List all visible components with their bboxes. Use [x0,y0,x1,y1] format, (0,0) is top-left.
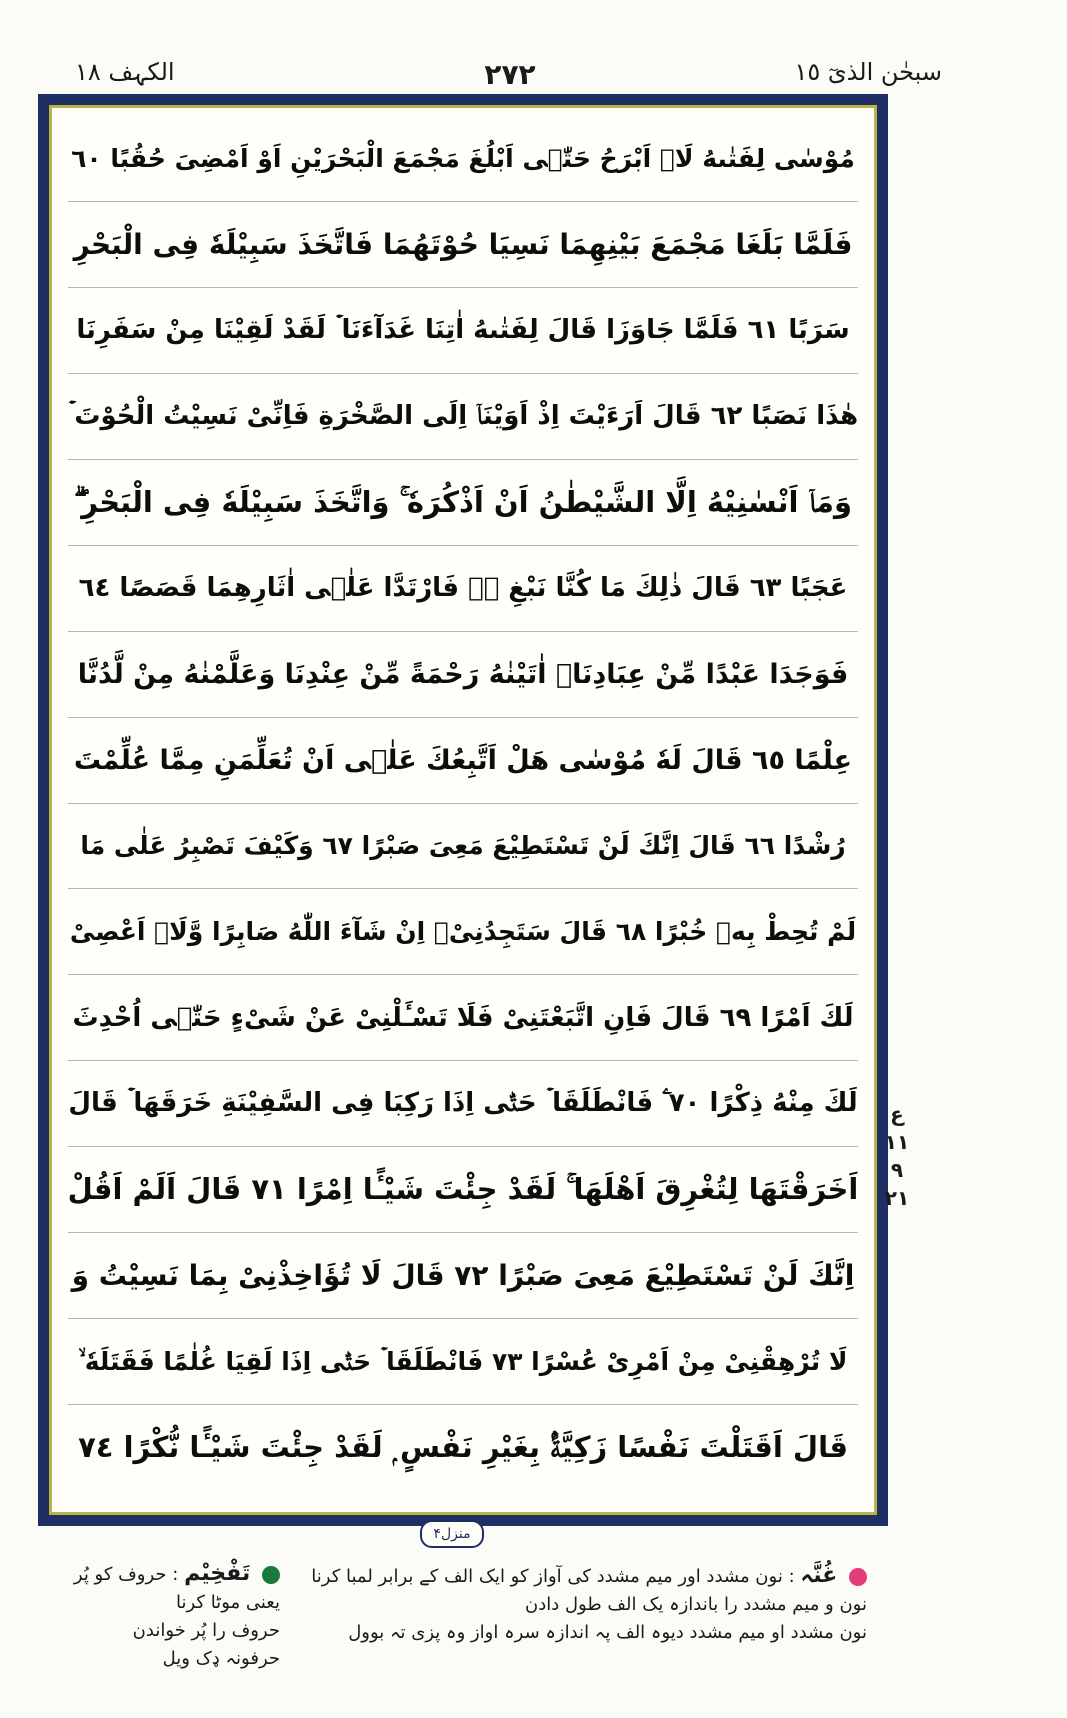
verse-line: لَا تُرْهِقْنِىْ مِنْ اَمْرِىْ عُسْرًا ٧٣ فَانْطَلَقَا ۡ حَتّٰۤى اِذَا لَقِيَا غُلٰمًا فَقَتَلَهٗ ۙ [68,1319,858,1405]
page-frame-inner [49,105,877,1515]
verse-line: هٰذَا نَصَبًا ٦٢ قَالَ اَرَءَيْتَ اِذْ اَوَيْنَاۤ اِلَى الصَّخْرَةِ فَاِنِّىْ نَسِيْتُ الْحُوْتَ ۡ [68,374,858,460]
footnote-text: حروف را پُر خواندن [132,1620,280,1641]
ruku-letter: ع [890,1102,904,1126]
verse-line: فَلَمَّا بَلَغَا مَجْمَعَ بَيْنِهِمَا نَسِيَا حُوْتَهُمَا فَاتَّخَذَ سَبِيْلَهٗ فِى الْبَحْرِ [68,202,858,288]
verse-line: عِلْمًا ٦٥ قَالَ لَهٗ مُوْسٰى هَلْ اَتَّبِعُكَ عَلٰۤى اَنْ تُعَلِّمَنِ مِمَّا عُلِّمْتَ [68,718,858,804]
footnote-term: غُنَّہ [800,1563,838,1588]
footnote-text: نون مشدد اور میم مشدد کی آواز کو ایک الف کے برابر لمبا کرنا [311,1566,783,1587]
verse-line: لَكَ اَمْرًا ٦٩ قَالَ فَاِنِ اتَّبَعْتَنِىْ فَلَا تَسْـَٔلْنِىْ عَنْ شَىْءٍ حَتّٰۤى اُحْدِثَ [68,975,858,1061]
verse-line: مُوْسٰى لِفَتٰىهُ لَاۤ اَبْرَحُ حَتّٰۤى اَبْلُغَ مَجْمَعَ الْبَحْرَيْنِ اَوْ اَمْضِىَ حُقُبًا ٦٠ [68,116,858,202]
footnote-ghunnah: غُنَّہ : نون مشدد اور میم مشدد کی آواز کو ایک الف کے برابر لمبا کرنا نون و میم مشدد را باندازہ یک الف طول دادن نون مشدد او میم مشدد دیوہ الف پہ اندازہ سرہ اواز وہ پزی تہ بوول [307,1562,867,1647]
header-surah-left: الکہف ١٨ [75,58,175,86]
verse-line: لَكَ مِنْهُ ذِكْرًا ٧٠ ۧ فَانْطَلَقَا ۡ حَتّٰۤى اِذَا رَكِبَا فِى السَّفِيْنَةِ خَرَقَهَا ۡ قَالَ [68,1061,858,1147]
footnote-text: نون مشدد او میم مشدد دیوہ الف پہ اندازہ سرہ اواز وہ پزی تہ بوول [348,1622,867,1643]
ruku-margin-mark [884,1100,910,1212]
ghunnah-dot-icon [849,1568,867,1586]
tafkheem-dot-icon [262,1566,280,1584]
verse-line: فَوَجَدَا عَبْدًا مِّنْ عِبَادِنَاۤ اٰتَيْنٰهُ رَحْمَةً مِّنْ عِنْدِنَا وَعَلَّمْنٰهُ مِنْ لَّدُنَّا [68,632,858,718]
footnote-text: نون و میم مشدد را باندازہ یک الف طول دادن [524,1594,867,1615]
footnote-text: حرفونہ ډک ویل [162,1648,280,1669]
header-surah-right: سبحٰن الذیٓ ١٥ [794,58,942,86]
verse-line: عَجَبًا ٦٣ قَالَ ذٰلِكَ مَا كُنَّا نَبْغِ ۖۗ فَارْتَدَّا عَلٰۤى اٰثَارِهِمَا قَصَصًا ٦٤ [68,546,858,632]
verse-line: اِنَّكَ لَنْ تَسْتَطِيْعَ مَعِىَ صَبْرًا ٧٢ قَالَ لَا تُؤَاخِذْنِىْ بِمَا نَسِيْتُ وَ [68,1233,858,1319]
verse-line: لَمْ تُحِطْ بِهٖ خُبْرًا ٦٨ قَالَ سَتَجِدُنِىْۤ اِنْ شَآءَ اللّٰهُ صَابِرًا وَّلَاۤ اَعْصِىْ [68,889,858,975]
page-frame [38,94,888,1526]
footnote-tafkheem: تَفْخِیْم : حروف کو پُر یعنی موٹا کرنا حروف را پُر خواندن حرفونہ ډک ویل [40,1560,280,1673]
ruku-number: ١١ [884,1130,910,1154]
verse-lines [68,116,858,1490]
ruku-number: ٩ [890,1158,904,1182]
verse-line: سَرَبًا ٦١ فَلَمَّا جَاوَزَا قَالَ لِفَتٰىهُ اٰتِنَا غَدَآءَنَا ۡ لَقَدْ لَقِيْنَا مِنْ سَفَرِنَا [68,288,858,374]
page-number: ٢٧٢ [484,58,536,91]
manzil-badge: منزل۴ [420,1520,484,1548]
verse-line: اَخَرَقْتَهَا لِتُغْرِقَ اَهْلَهَا ۚ لَقَدْ جِئْتَ شَيْـًٔا اِمْرًا ٧١ قَالَ اَلَمْ اَقُلْ [68,1147,858,1233]
ruku-number: ٢١ [884,1186,910,1210]
footnote-term: تَفْخِیْم [184,1561,251,1586]
verse-line: رُشْدًا ٦٦ قَالَ اِنَّكَ لَنْ تَسْتَطِيْعَ مَعِىَ صَبْرًا ٦٧ وَكَيْفَ تَصْبِرُ عَلٰى مَا [68,804,858,890]
footnote-text: حروف کو پُر یعنی موٹا کرنا [73,1564,280,1613]
verse-line: قَالَ اَقَتَلْتَ نَفْسًا زَكِيَّةًۢ بِغَيْرِ نَفْسٍ ۭ لَقَدْ جِئْتَ شَيْـًٔا نُّكْرًا ٧٤ [78,1430,848,1465]
verse-line: وَمَاۤ اَنْسٰنِيْهُ اِلَّا الشَّيْطٰنُ اَنْ اَذْكُرَهٗ ۚ وَاتَّخَذَ سَبِيْلَهٗ فِى الْبَحْرِ ۖۗ [68,460,858,546]
